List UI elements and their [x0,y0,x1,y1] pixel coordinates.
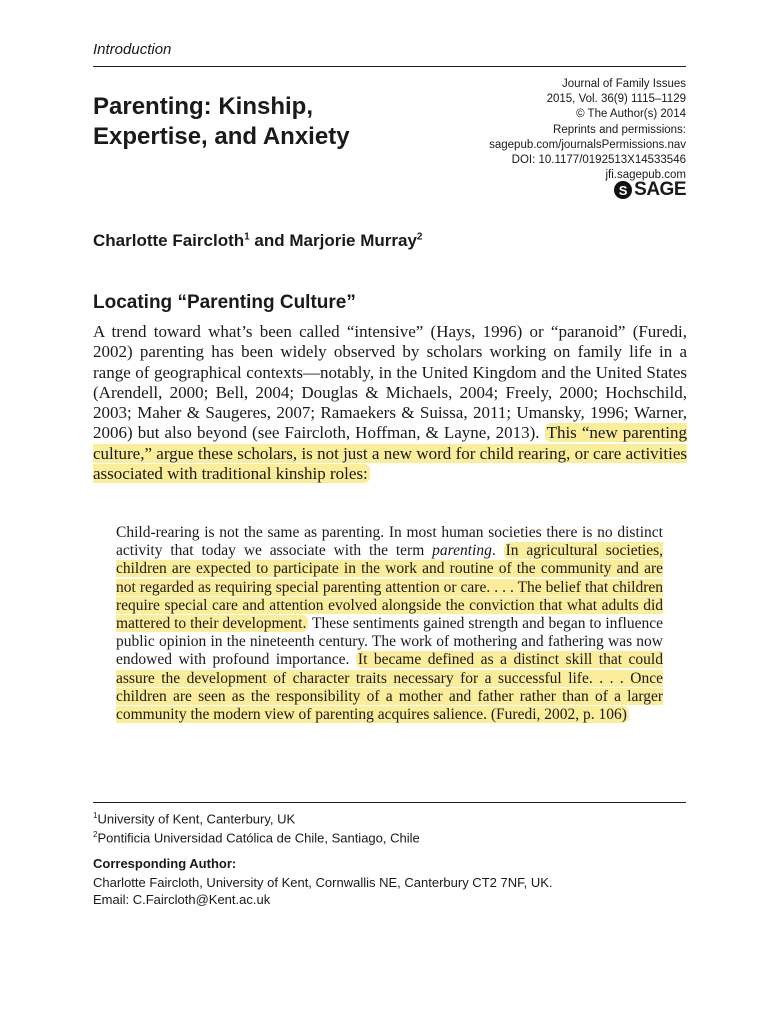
quote-highlight-2: It became defined as a distinct skill that could assure the development of character traits necessary for a successful life. . . . Once children are seen as the responsibility of a mother and father rather than of a larger community the modern view of parenting acquires salience. (Furedi, 2002, p. 106) [116,651,663,724]
article-title-line1: Parenting: Kinship, [93,93,314,120]
affiliation-2 [93,830,420,845]
journal-copyright: © The Author(s) 2014 [576,108,686,121]
author-conjunction: and [249,231,290,250]
journal-doi[interactable]: DOI: 10.1177/0192513X14533546 [511,154,686,167]
author-1: Charlotte Faircloth [93,231,245,250]
journal-info [489,77,686,183]
journal-name: Journal of Family Issues [562,78,686,90]
author-1-affil-marker: 1 [244,231,250,243]
authors [93,231,422,251]
author-2-affil-marker: 2 [416,231,423,243]
sage-logo [614,179,686,201]
affiliation-2-text: Pontificia Universidad Católica de Chile, Santiago, Chile [97,830,420,846]
article-title [93,92,453,152]
affiliation-1-text: University of Kent, Canterbury, UK [97,811,296,827]
quote-text-2: These sentiments gained strength and began to influence public opinion in the nineteenth century. The work of mothering and fathering was now endowed with profound importance. [116,615,663,669]
corresponding-author-address: Charlotte Faircloth, University of Kent, Cornwallis NE, Canterbury CT2 7NF, UK. [93,875,553,890]
section-heading: Locating “Parenting Culture” [93,292,356,313]
quote-highlight-1: In agricultural societies, children are expected to participate in the work and routine of the community and are not regarded as requiring special parenting attention or care. . . . The belief that children require special care and attention evolved alongside the conviction that what adults did mattered to their development. [116,542,663,633]
journal-permissions-link[interactable]: sagepub.com/journalsPermissions.nav [489,138,686,151]
body-paragraph [93,322,687,484]
section-label: Introduction [93,41,172,58]
article-title-line2: Expertise, and Anxiety [93,123,350,150]
sage-wordmark: SAGE [634,179,686,200]
body-text: A trend toward what’s been called “intensive” (Hays, 1996) or “paranoid” (Furedi, 2002) parenting has been widely observed by scholars working on family life in a range of geographical contexts—notably, in the United Kingdom and the United States (Arendell, 2000; Bell, 2004; Douglas & Michaels, 2004; Freely, 2000; Hochschild, 2003; Maher & Saugeres, 2007; Ramaekers & Suissa, 2011; Umansky, 1996; Warner, 2006) but also beyond (see Faircloth, Hoffman, & Layne, 2013). [93,322,687,443]
top-rule [93,66,686,67]
affiliation-1-marker: 1 [93,811,98,820]
footnote-rule [93,802,686,803]
body-highlight: This “new parenting culture,” argue these scholars, is not just a new word for child rearing, or care activities associated with traditional kinship roles: [93,423,687,484]
quote-italic-term: parenting [432,542,492,560]
affiliation-1 [93,811,295,826]
journal-volume: 2015, Vol. 36(9) 1115–1129 [546,93,686,106]
sage-logo-icon: S [614,181,632,199]
affiliation-2-marker: 2 [93,830,98,839]
corresponding-author-email[interactable]: Email: C.Faircloth@Kent.ac.uk [93,892,271,907]
block-quote [116,524,663,724]
author-2: Marjorie Murray [289,231,417,250]
journal-site-link[interactable]: jfi.sagepub.com [605,169,686,182]
quote-text-1: Child-rearing is not the same as parenting. In most human societies there is no distinct activity that today we associate with the term [116,524,663,560]
quote-text-1-end: . [491,542,504,560]
corresponding-author-label: Corresponding Author: [93,856,237,871]
journal-reprints: Reprints and permissions: [553,123,686,136]
